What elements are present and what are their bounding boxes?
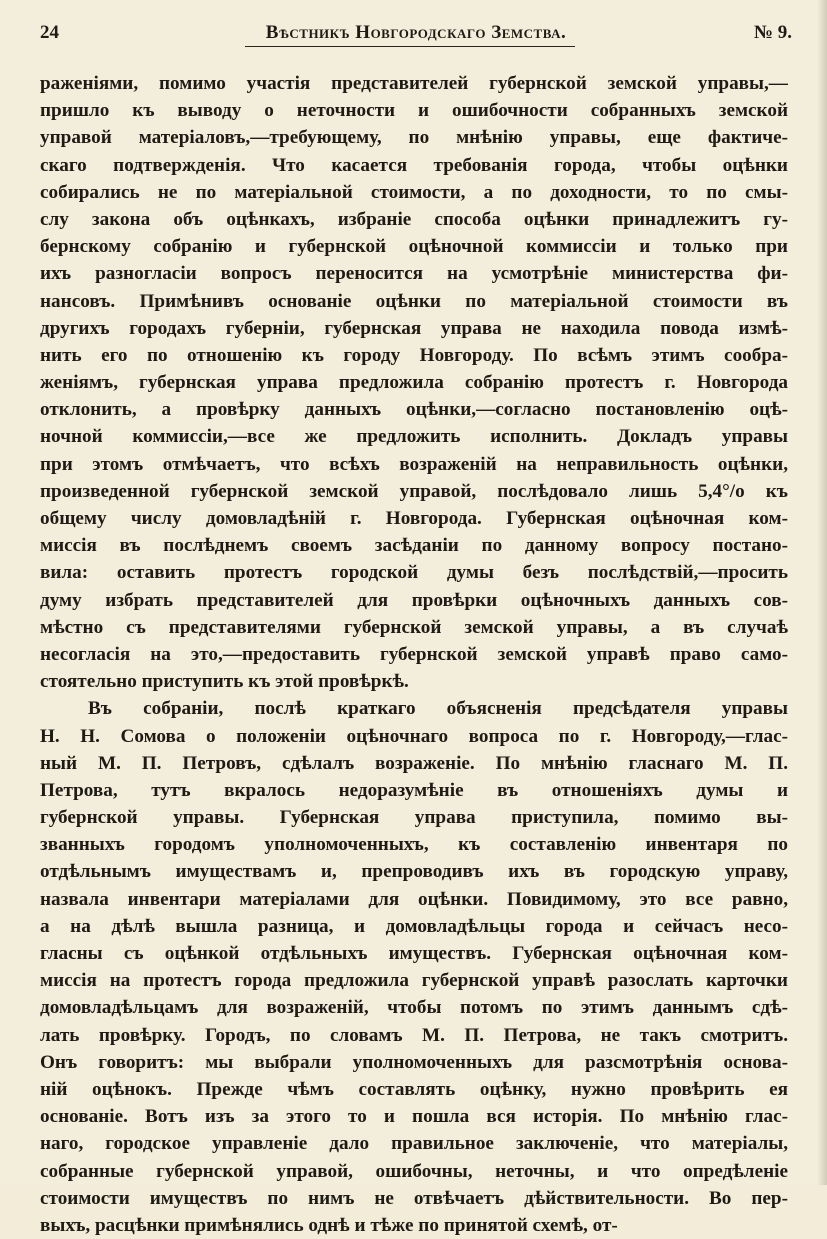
text-line: ный М. П. Петровъ, сдѣлалъ возраженіе. По мнѣнію гласнаго М. П.	[40, 752, 788, 774]
text-line: раженіями, помимо участія представителей губернской земской управы,—	[40, 73, 788, 94]
text-line: пришло къ выводу о неточности и ошибочности собранныхъ земской	[40, 100, 788, 122]
text-line: бернскому собранію и губернской оцѣночной коммиссіи и только при	[40, 236, 788, 258]
text-line: ихъ разногласіи вопросъ переносится на усмотрѣніе министерства фи-	[40, 263, 788, 285]
text-line: домовладѣльцамъ для возраженій, чтобы потомъ по этимъ даннымъ сдѣ-	[40, 997, 788, 1019]
text-line: основаніе. Вотъ изъ за этого то и пошла вся исторія. По мнѣнію глас-	[40, 1106, 788, 1128]
text-line: Онъ говоритъ: мы выбрали уполномоченныхъ для разсмотрѣнія основа-	[40, 1051, 788, 1073]
text-line: ночной коммиссіи,—все же предложить исполнить. Докладъ управы	[40, 426, 788, 448]
text-line: скаго подтвержденія. Что касается требованія города, чтобы оцѣнки	[40, 154, 788, 176]
text-line: собирались не по матеріальной стоимости, а по доходности, то по смы-	[40, 181, 788, 203]
text-line: лать провѣрку. Городъ, по словамъ М. П. Петрова, не такъ смотритъ.	[40, 1024, 788, 1046]
text-line: а на дѣлѣ вышла разница, и домовладѣльцы города и сейчасъ несо-	[40, 915, 788, 937]
text-line: управой матеріаловъ,—требующему, по мнѣнію управы, еще фактиче-	[40, 127, 788, 149]
text-line: миссія въ послѣднемъ своемъ засѣданіи по данному вопросу постано-	[40, 535, 788, 557]
text-line: Въ собраніи, послѣ краткаго объясненія предсѣдателя управы	[88, 698, 788, 720]
text-line: произведенной губернской земской управой, послѣдовало лишь 5,4°/о къ	[40, 480, 788, 502]
text-line: вила: оставить протестъ городской думы безъ послѣдствій,—просить	[40, 562, 788, 584]
text-line: общему числу домовладѣній г. Новгорода. Губернская оцѣночная ком-	[40, 508, 788, 529]
text-line: другихъ городахъ губерніи, губернская управа не находила повода измѣ-	[40, 317, 788, 339]
text-line: несогласія на это,—предоставить губернской земской управѣ право само-	[40, 643, 788, 665]
text-line: думу избрать представителей для провѣрки оцѣночныхъ данныхъ сов-	[40, 589, 788, 611]
body-text	[40, 70, 788, 1239]
text-line: отклонить, а провѣрку данныхъ оцѣнки,—согласно постановленію оцѣ-	[40, 399, 788, 421]
text-line: собранные губернской управой, ошибочны, неточны, и что опредѣленіе	[40, 1160, 788, 1182]
text-line: гласны съ оцѣнкой отдѣльныхъ имуществъ. Губернская оцѣночная ком-	[40, 943, 788, 964]
page-header	[40, 20, 792, 46]
text-line: стоимости имуществъ по нимъ не отвѣчаетъ дѣйствительности. Во пер-	[40, 1187, 788, 1209]
header-rule	[245, 46, 575, 47]
text-line: назвала инвентари матеріалами для оцѣнки. Повидимому, это все равно,	[40, 888, 788, 910]
text-line: наго, городское управленіе дало правильное заключеніе, что матеріалы,	[40, 1133, 788, 1155]
text-line: мѣстно съ представителями губернской земской управы, а въ случаѣ	[40, 616, 788, 638]
text-line: званныхъ городомъ уполномоченныхъ, къ составленію инвентаря по	[40, 834, 788, 856]
text-line: отдѣльнымъ имуществамъ и, препроводивъ ихъ въ городскую управу,	[40, 861, 788, 883]
text-line: женіямъ, губернская управа предложила собранію протестъ г. Новгорода	[40, 372, 788, 394]
issue-number: № 9.	[753, 22, 792, 43]
text-line: при этомъ отмѣчаетъ, что всѣхъ возраженій на неправильность оцѣнки,	[40, 453, 788, 475]
text-line: нансовъ. Примѣнивъ основаніе оцѣнки по матеріальной стоимости въ	[40, 290, 788, 312]
running-title: Вѣстникъ Новгородскаго Земства.	[265, 22, 567, 43]
text-line: губернской управы. Губернская управа приступила, помимо вы-	[40, 807, 788, 829]
page-edge-shadow	[817, 0, 827, 1185]
text-line: Н. Н. Сомова о положеніи оцѣночнаго вопроса по г. Новгороду,—глас-	[40, 725, 788, 747]
page-number: 24	[40, 22, 59, 43]
text-line: выхъ, расцѣнки примѣнялись однѣ и тѣже по принятой схемѣ, от-	[40, 1214, 618, 1236]
text-line: нить его по отношенію къ городу Новгороду. По всѣмъ этимъ сообра-	[40, 344, 788, 366]
text-line: слу закона объ оцѣнкахъ, избраніе способа оцѣнки принадлежитъ гу-	[40, 208, 788, 230]
text-line: ній оцѣнокъ. Прежде чѣмъ составлять оцѣнку, нужно провѣрить ея	[40, 1078, 788, 1100]
text-line: миссія на протестъ города предложила губернской управѣ разослать карточки	[40, 970, 788, 992]
text-line: Петрова, тутъ вкралось недоразумѣніе въ отношеніяхъ думы и	[40, 779, 788, 801]
text-line: стоятельно приступить къ этой провѣркѣ.	[40, 671, 409, 693]
